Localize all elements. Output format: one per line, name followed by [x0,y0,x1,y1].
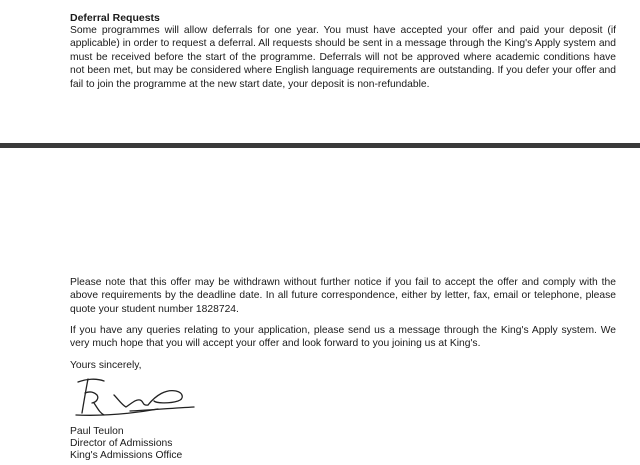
closing-salutation: Yours sincerely, [70,360,142,371]
letter-page-top [0,0,640,143]
signatory-office: King's Admissions Office [70,450,183,461]
handwritten-signature [70,373,200,423]
deferral-paragraph: Some programmes will allow deferrals for one year. You must have accepted your offer and paid your deposit (if applicable) in order to request a deferral. All requests should be sent in a message through the King's Apply system and must be received before the start of the programme. Deferrals will not be approved where academic conditions have not been met, but may be considered where English language requirements are outstanding. If you defer your offer and fail to join the programme at the new start date, your deposit is non-refundable. [70,25,616,90]
signatory-title: Director of Admissions [70,438,173,449]
withdrawal-notice-paragraph: Please note that this offer may be withdrawn without further notice if you fail to accept the offer and comply with the above requirements by the deadline date. In all future correspondence, either by letter, fax, email or telephone, please quote your student number 1828724. [70,277,616,315]
queries-paragraph: If you have any queries relating to your application, please send us a message through the King's Apply system. We very much hope that you will accept your offer and look forward to you joining us at King's. [70,325,616,350]
letter-page-bottom [0,148,640,465]
deferral-heading: Deferral Requests [70,12,160,24]
signatory-name: Paul Teulon [70,426,124,437]
